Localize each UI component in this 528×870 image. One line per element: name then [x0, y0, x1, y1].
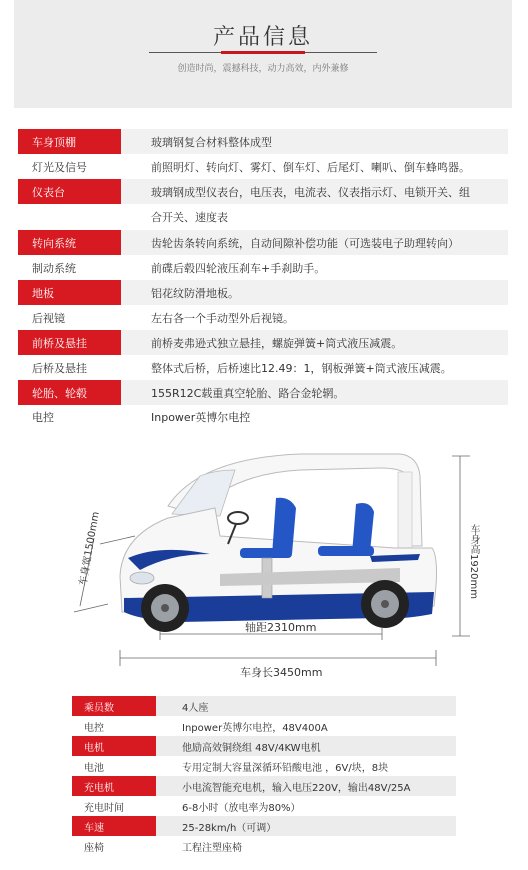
- spec-label: [18, 204, 121, 230]
- wheelbase-label: 轴距2310mm: [245, 621, 317, 634]
- spec-label: 乘员数: [72, 696, 156, 716]
- height-label: 车身高1920mm: [468, 524, 479, 599]
- spec-value: 前碟后毂四轮液压刹车+手刹助手。: [121, 255, 508, 280]
- spec-row: [18, 255, 508, 280]
- spec-label: 充电时间: [84, 802, 124, 814]
- spec-value: 前照明灯、转向灯、雾灯、倒车灯、后尾灯、喇叭、倒车蜂鸣器。: [121, 154, 508, 179]
- spec-row: [72, 836, 456, 856]
- spec-row: [72, 696, 456, 716]
- car-dimension-diagram: [0, 436, 528, 680]
- spec-value: 155R12C载重真空轮胎、路合金轮辋。: [121, 380, 508, 405]
- headlight: [130, 572, 154, 584]
- spec-label: 车速: [72, 816, 156, 836]
- product-info-header: [14, 0, 512, 108]
- spec-label: 电池: [84, 762, 104, 774]
- spec-value: 合开关、速度表: [121, 204, 508, 230]
- width-dimension-line: [100, 536, 135, 544]
- spec-value: 25-28km/h（可调）: [156, 816, 456, 836]
- spec-row: [18, 355, 508, 380]
- title-underline: [149, 52, 377, 53]
- spec-row: [18, 280, 508, 305]
- spec-row: [72, 736, 456, 756]
- spec-row: [18, 129, 508, 154]
- spec-value: 6-8小时（放电率为80%）: [156, 796, 456, 816]
- spec-row: [18, 405, 508, 429]
- front-seat-back: [272, 498, 296, 556]
- spec-value: 他励高效铜绕组 48V/4KW电机: [156, 736, 456, 756]
- spec-row: [18, 305, 508, 330]
- spec-row: [72, 796, 456, 816]
- page-subtitle: 创造时尚，震撼科技，动力高效，内外兼修: [177, 64, 349, 74]
- spec-value: 整体式后桥，后桥速比12.49：1，钢板弹簧+筒式液压减震。: [121, 355, 508, 380]
- spec-label: 灯光及信号: [18, 154, 121, 179]
- steering-wheel: [228, 512, 248, 524]
- front-seat-cushion: [240, 548, 292, 558]
- spec-value: 前桥麦弗逊式独立悬挂，螺旋弹簧+筒式液压减震。: [121, 330, 508, 355]
- spec-label: 前桥及悬挂: [18, 330, 121, 355]
- spec-label: 后视镜: [18, 305, 121, 330]
- spec-value: 4人座: [156, 696, 456, 716]
- spec-value: 齿轮齿条转向系统，自动间隙补偿功能（可选装电子助理转向）: [121, 230, 508, 255]
- spec-label: 充电机: [72, 776, 156, 796]
- spec-label: 座椅: [84, 842, 104, 854]
- spec-row: [18, 330, 508, 355]
- spec-row: [72, 716, 456, 736]
- spec-label: 转向系统: [18, 230, 121, 255]
- spec-value: 玻璃钢成型仪表台，电压表，电流表、仪表指示灯、电锁开关、组: [121, 179, 508, 204]
- spec-value: 左右各一个手动型外后视镜。: [121, 305, 508, 330]
- spec-row: [18, 154, 508, 179]
- page-title: 产品信息: [212, 25, 313, 50]
- length-label: 车身长3450mm: [240, 666, 323, 679]
- spec-label: 车身顶棚: [18, 129, 121, 154]
- spec-value: 小电流智能充电机，输入电压220V，输出48V/25A: [156, 776, 456, 796]
- spec-label: 后桥及悬挂: [18, 355, 121, 380]
- spec-label: 地板: [18, 280, 121, 305]
- spec-value: 铝花纹防滑地板。: [121, 280, 508, 305]
- spec-row: [72, 816, 456, 836]
- rear-seat-cushion: [318, 546, 374, 556]
- spec-row: [18, 230, 508, 255]
- spec-table-powertrain: [72, 696, 456, 856]
- width-label: 车身宽1500mm: [77, 510, 102, 587]
- spec-label: 制动系统: [18, 255, 121, 280]
- spec-row: [18, 380, 508, 405]
- spec-label: 仪表台: [18, 179, 121, 204]
- spec-label: 电控: [84, 722, 104, 734]
- spec-value: 专用定制大容量深循环铅酸电池 ，6V/块，8块: [156, 756, 456, 776]
- spec-row: [72, 756, 456, 776]
- spec-row: [18, 179, 508, 204]
- spec-row: [18, 204, 508, 230]
- spec-label: 电控: [18, 405, 121, 429]
- spec-value: Inpower英博尔电控，48V400A: [156, 716, 456, 736]
- spec-value: Inpower英博尔电控: [121, 405, 508, 429]
- spec-value: 工程注塑座椅: [156, 836, 456, 856]
- spec-label: 轮胎、轮毂: [18, 380, 121, 405]
- spec-label: 电机: [72, 736, 156, 756]
- spec-row: [72, 776, 456, 796]
- spec-value: 玻璃钢复合材料整体成型: [121, 129, 508, 154]
- spec-table-main: [18, 129, 508, 429]
